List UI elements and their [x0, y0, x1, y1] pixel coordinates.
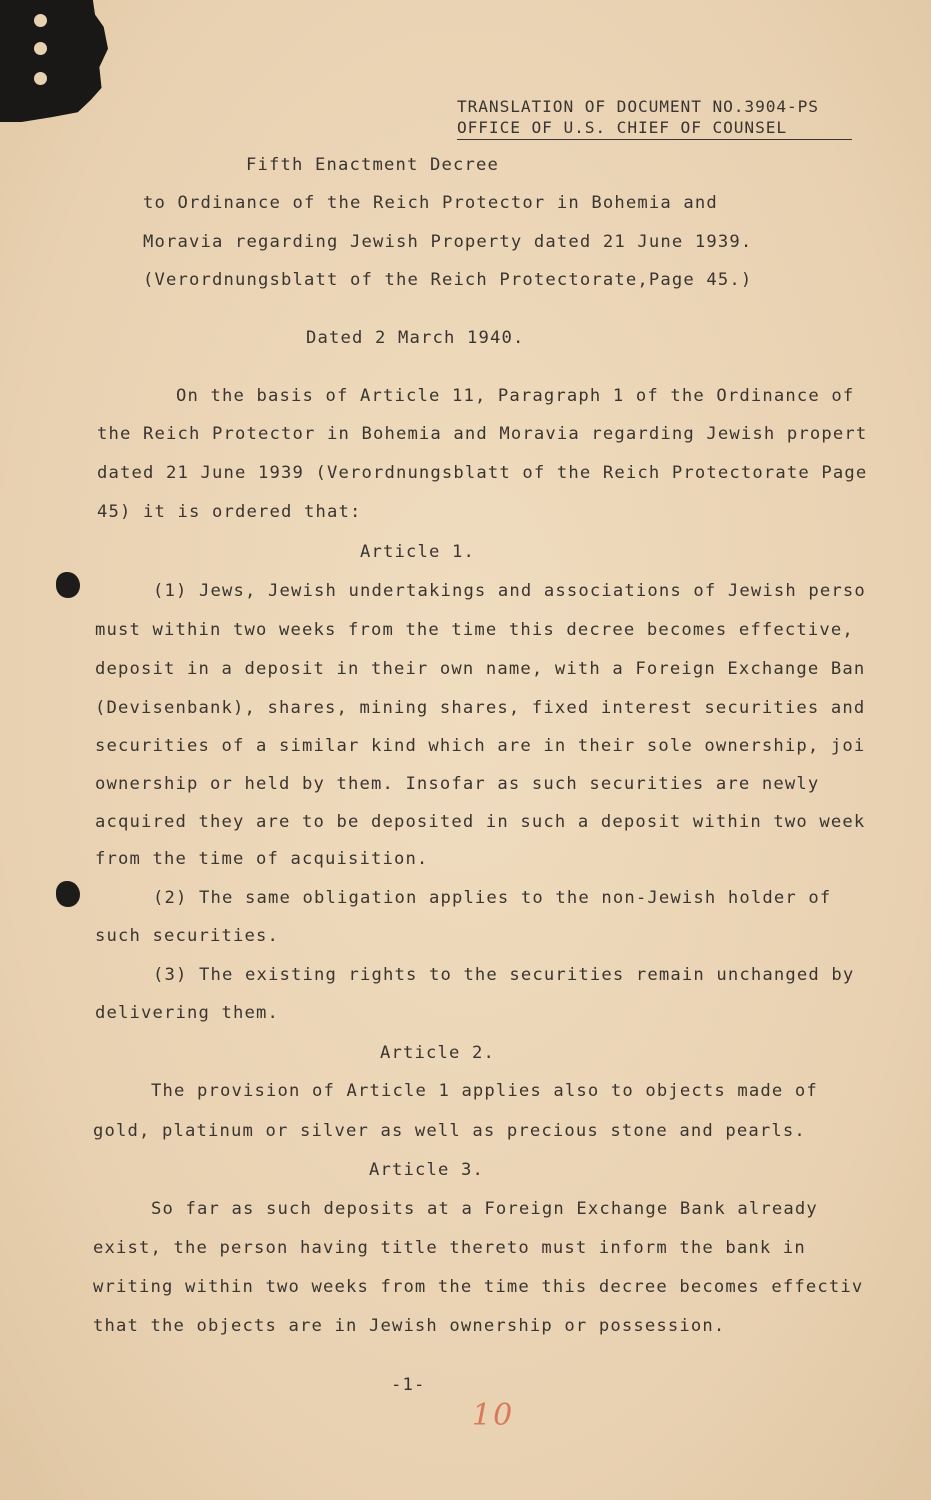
binder-hole: [34, 42, 47, 55]
body-line: (3) The existing rights to the securities remain unchanged by: [153, 965, 855, 985]
page-number: -1-: [391, 1375, 426, 1395]
header-office: OFFICE OF U.S. CHIEF OF COUNSEL: [457, 118, 788, 137]
title-line: Moravia regarding Jewish Property dated 21 June 1939.: [143, 232, 753, 252]
article-heading: Article 3.: [369, 1160, 484, 1180]
body-line: delivering them.: [95, 1003, 279, 1023]
handwritten-page-mark: 10: [472, 1398, 515, 1433]
title-line: to Ordinance of the Reich Protector in Bohemia and: [143, 193, 718, 213]
body-line: deposit in a deposit in their own name, with a Foreign Exchange Ban: [95, 659, 866, 679]
body-line: (1) Jews, Jewish undertakings and associations of Jewish perso: [153, 581, 866, 601]
punch-hole: [56, 572, 80, 598]
body-line: So far as such deposits at a Foreign Exchange Bank already: [151, 1199, 818, 1219]
binder-hole: [34, 72, 47, 85]
title-line: (Verordnungsblatt of the Reich Protectorate,Page 45.): [143, 270, 753, 290]
article-heading: Article 2.: [380, 1043, 495, 1063]
body-line: (Devisenbank), shares, mining shares, fixed interest securities and: [95, 698, 866, 718]
header-document-number: TRANSLATION OF DOCUMENT NO.3904-PS: [457, 97, 819, 116]
binder-hole: [34, 14, 47, 27]
body-line: that the objects are in Jewish ownership or possession.: [93, 1316, 726, 1336]
body-line: acquired they are to be deposited in such a deposit within two week: [95, 812, 866, 832]
preamble-line: On the basis of Article 11, Paragraph 1 of the Ordinance of: [176, 386, 855, 406]
body-line: securities of a similar kind which are in their sole ownership, joi: [95, 736, 866, 756]
body-line: exist, the person having title thereto must inform the bank in: [93, 1238, 806, 1258]
body-line: such securities.: [95, 926, 279, 946]
article-heading: Article 1.: [360, 542, 475, 562]
torn-edge: [0, 0, 108, 122]
body-line: writing within two weeks from the time this decree becomes effectiv: [93, 1277, 864, 1297]
body-line: (2) The same obligation applies to the non-Jewish holder of: [153, 888, 832, 908]
preamble-line: the Reich Protector in Bohemia and Moravia regarding Jewish propert: [97, 424, 868, 444]
header-underline: [457, 139, 852, 140]
body-line: gold, platinum or silver as well as precious stone and pearls.: [93, 1121, 806, 1141]
preamble-line: 45) it is ordered that:: [97, 502, 362, 522]
punch-hole: [56, 881, 80, 907]
preamble-line: dated 21 June 1939 (Verordnungsblatt of the Reich Protectorate Page: [97, 463, 868, 483]
body-line: from the time of acquisition.: [95, 849, 429, 869]
date-line: Dated 2 March 1940.: [306, 328, 525, 348]
body-line: ownership or held by them. Insofar as such securities are newly: [95, 774, 820, 794]
title-line: Fifth Enactment Decree: [246, 155, 499, 175]
body-line: must within two weeks from the time this decree becomes effective,: [95, 620, 854, 640]
body-line: The provision of Article 1 applies also to objects made of: [151, 1081, 818, 1101]
